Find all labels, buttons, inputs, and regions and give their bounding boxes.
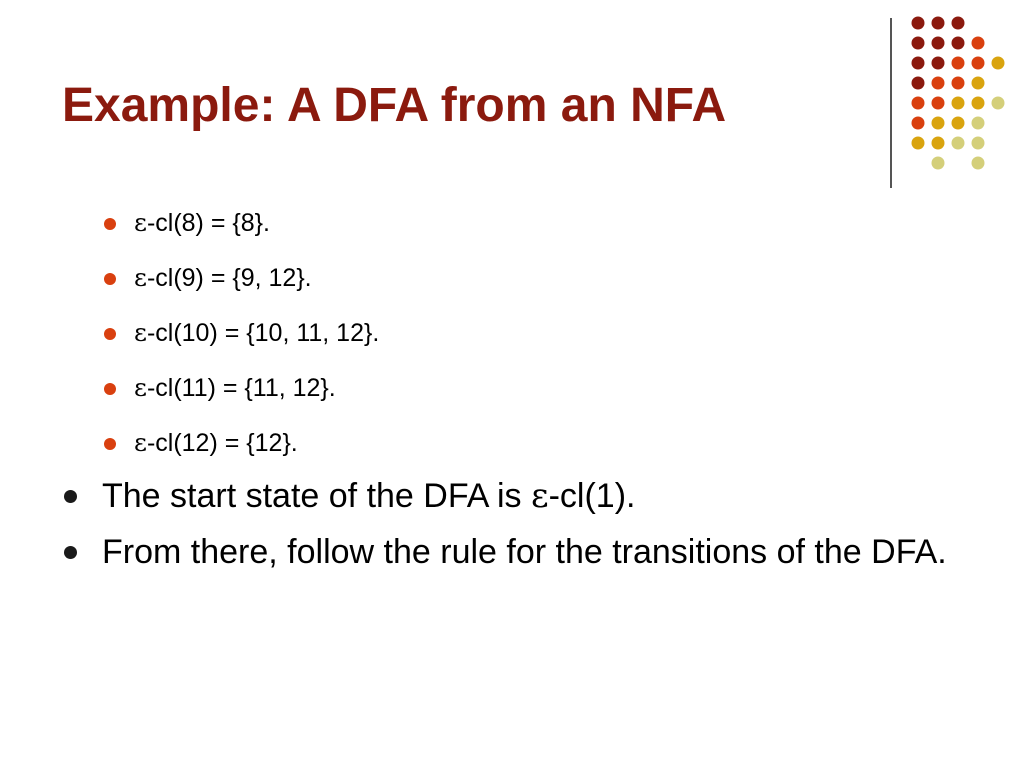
decor-dot (972, 157, 985, 170)
statement-item (64, 474, 964, 518)
epsilon-symbol: ε (134, 428, 147, 457)
decor-dot (972, 57, 985, 70)
bullet-icon (104, 328, 116, 340)
decor-dot (952, 17, 965, 30)
closure-item (104, 316, 379, 371)
decor-dot (932, 57, 945, 70)
bullet-icon (104, 218, 116, 230)
decor-dot (912, 117, 925, 130)
decor-dot (932, 97, 945, 110)
decor-dot (952, 57, 965, 70)
decor-dot (952, 97, 965, 110)
decor-dot (912, 137, 925, 150)
statement-text: From there, follow the rule for the transitions of the DFA. (102, 533, 947, 571)
epsilon-symbol: ε (134, 373, 147, 402)
closure-item (104, 426, 379, 481)
closure-text: -cl(12) = {12}. (146, 429, 298, 457)
decor-dot (912, 57, 925, 70)
decor-dot (932, 77, 945, 90)
bullet-icon (104, 438, 116, 450)
bullet-icon (104, 273, 116, 285)
decor-dot (912, 37, 925, 50)
closure-text: -cl(11) = {11, 12}. (146, 374, 336, 402)
decor-dot (952, 37, 965, 50)
statement-text-end: -cl(1). (548, 477, 636, 515)
decor-dot (932, 37, 945, 50)
slide-title: Example: A DFA from an NFA (62, 79, 727, 132)
decor-dot (912, 17, 925, 30)
bullet-icon (64, 546, 77, 559)
closure-item (104, 261, 379, 316)
decor-dot (972, 37, 985, 50)
closure-list (104, 206, 379, 481)
decor-dot (992, 97, 1005, 110)
decor-dot (972, 137, 985, 150)
decor-dot (932, 137, 945, 150)
decor-dot (992, 57, 1005, 70)
bullet-icon (64, 490, 77, 503)
epsilon-symbol: ε (530, 476, 549, 516)
decor-dot (932, 157, 945, 170)
statement-item (64, 530, 964, 574)
epsilon-symbol: ε (134, 208, 147, 237)
decor-dot (912, 97, 925, 110)
closure-text: -cl(9) = {9, 12}. (146, 264, 312, 292)
statement-text: The start state of the DFA is (102, 477, 531, 515)
statement-list (64, 474, 964, 586)
epsilon-symbol: ε (134, 263, 147, 292)
bullet-icon (104, 383, 116, 395)
closure-text: -cl(10) = {10, 11, 12}. (146, 319, 380, 347)
epsilon-symbol: ε (134, 318, 147, 347)
decor-dot (952, 117, 965, 130)
decorative-divider (890, 18, 892, 188)
closure-item (104, 371, 379, 426)
decor-dot (932, 17, 945, 30)
decor-dot (972, 117, 985, 130)
decor-dot (952, 77, 965, 90)
decor-dot (932, 117, 945, 130)
decor-dot (972, 97, 985, 110)
closure-text: -cl(8) = {8}. (146, 209, 270, 237)
decor-dot (972, 77, 985, 90)
closure-item (104, 206, 379, 261)
decor-dot (952, 137, 965, 150)
decor-dot (912, 77, 925, 90)
decorative-dot-grid (896, 10, 1016, 170)
